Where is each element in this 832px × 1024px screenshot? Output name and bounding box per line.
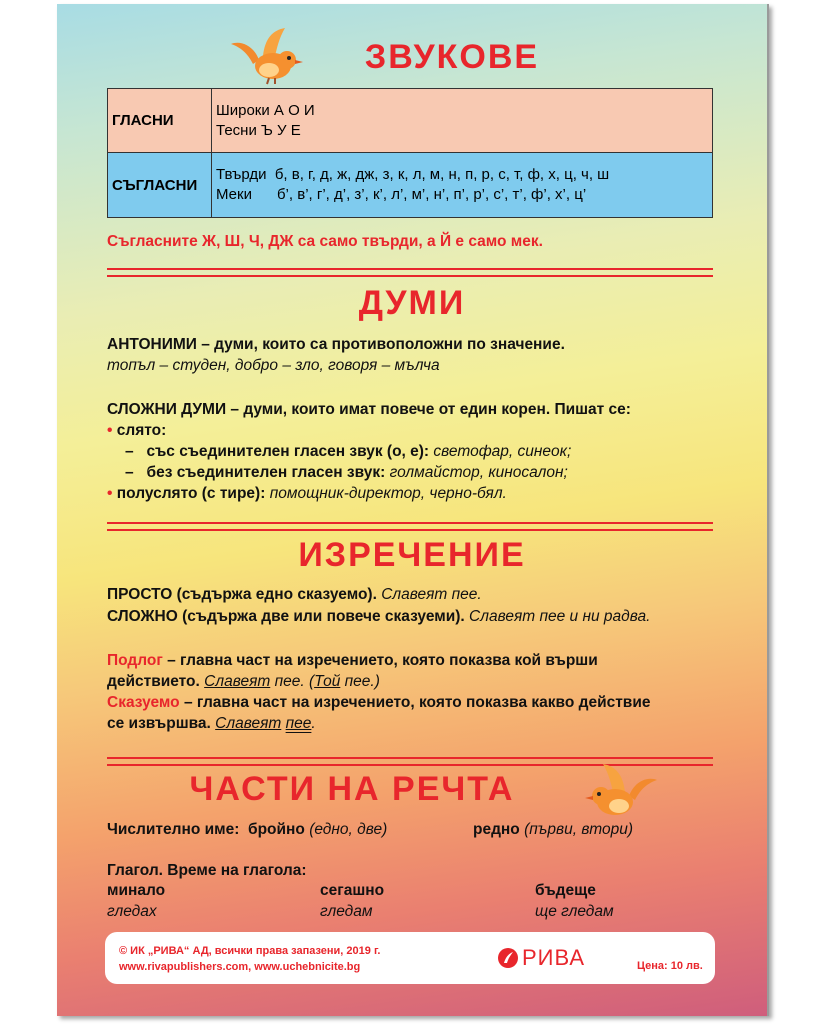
ordinal-example: (първи, втори)	[524, 821, 634, 838]
present-label: сегашно	[320, 882, 385, 899]
soft-label: Меки	[216, 186, 252, 203]
predicate-term: Сказуемо	[107, 694, 180, 711]
numeral-label: Числително име:	[107, 821, 240, 838]
predicate-example-subject: Славеят	[215, 715, 282, 732]
future-label: бъдеще	[535, 882, 596, 899]
past-example: гледах	[107, 903, 157, 920]
bird-icon	[579, 762, 659, 822]
consonants-cell	[212, 153, 713, 218]
cardinal-label: бройно	[248, 821, 305, 838]
publisher-logo	[497, 945, 585, 971]
ordinal-label: редно	[473, 821, 520, 838]
consonants-label: СЪГЛАСНИ	[108, 153, 212, 218]
sentence-title: ИЗРЕЧЕНИЕ	[298, 536, 526, 574]
logo-text: РИВА	[522, 945, 586, 970]
subject-example-end: пее.)	[340, 673, 380, 690]
footer	[105, 932, 715, 984]
subject-example-word: Славеят	[204, 673, 271, 690]
subject-example-rest: пее. (	[270, 673, 315, 690]
subject-text-2: действието.	[107, 673, 205, 690]
words-title: ДУМИ	[358, 284, 466, 322]
predicate-text: – главна част на изречението, която показва какво действие	[179, 694, 651, 711]
bullet: •	[107, 485, 113, 502]
predicate-text-2: се извършва.	[107, 715, 216, 732]
with-vowel-item	[125, 441, 571, 462]
predicate-example-end: .	[311, 715, 316, 732]
predicate-example	[107, 713, 316, 734]
past-label: минало	[107, 882, 166, 899]
copyright: © ИК „РИВА“ АД, всички права запазени, 2019 г.	[119, 945, 381, 957]
without-vowel-label: без съединителен гласен звук:	[146, 464, 386, 481]
subject-term: Подлог	[107, 652, 163, 669]
websites: www.rivapublishers.com, www.uchebnicite.bg	[119, 961, 361, 973]
predicate-example-verb: пее	[285, 715, 312, 732]
joined-label: слято:	[116, 422, 167, 439]
hard-label: Твърди	[216, 166, 267, 183]
soft-consonants: б’, в’, г’, д’, з’, к’, л’, м’, н’, п’, р’, с’, т’, ф’, х’, ц’	[276, 186, 587, 203]
sounds-table	[107, 88, 713, 218]
sounds-note: Съгласните Ж, Ш, Ч, ДЖ са само твърди, а Й е само мек.	[107, 233, 543, 250]
consonants-row	[108, 153, 713, 218]
simple-example: Славеят пее.	[381, 586, 482, 603]
ordinal-item	[473, 819, 633, 840]
verb-label: Глагол. Време на глагола:	[107, 862, 307, 879]
complex-example: Славеят пее и ни радва.	[469, 608, 651, 625]
with-vowel-label: със съединителен гласен звук (о, е):	[146, 443, 430, 460]
divider	[107, 268, 713, 277]
divider	[107, 522, 713, 531]
joined-item	[107, 420, 166, 441]
vowels-narrow: Тесни Ъ У Е	[216, 121, 301, 139]
without-vowel-example: голмайстор, киносалон;	[389, 464, 568, 481]
subject-definition	[107, 650, 598, 671]
present-example: гледам	[320, 903, 373, 920]
simple-sentence	[107, 584, 482, 605]
numeral-row	[107, 819, 387, 840]
hard-consonants: б, в, г, д, ж, дж, з, к, л, м, н, п, р, с, т, ф, х, ц, ч, ш	[274, 166, 610, 183]
riva-logo-icon	[497, 947, 519, 969]
antonyms-definition: АНТОНИМИ – думи, които са противоположни по значение.	[107, 336, 565, 353]
sounds-title: ЗВУКОВЕ	[364, 38, 540, 76]
future-example: ще гледам	[535, 903, 614, 920]
dash: –	[125, 464, 134, 481]
vowels-row	[108, 89, 713, 153]
vowels-wide: Широки А О И	[216, 101, 315, 119]
hyphen-label: полуслято (с тире):	[116, 485, 266, 502]
predicate-definition	[107, 692, 650, 713]
vowels-cell	[212, 89, 713, 153]
compound-definition: СЛОЖНИ ДУМИ – думи, които имат повече от един корен. Пишат се:	[107, 401, 631, 418]
hyphen-item	[107, 483, 507, 504]
vowels-label: ГЛАСНИ	[108, 89, 212, 153]
poster	[57, 4, 769, 1016]
bullet: •	[107, 422, 113, 439]
cardinal-example: (едно, две)	[309, 821, 388, 838]
with-vowel-example: светофар, синеок;	[433, 443, 572, 460]
subject-text: – главна част на изречението, която показва кой върши	[162, 652, 598, 669]
simple-label: ПРОСТО (съдържа едно сказуемо).	[107, 586, 377, 603]
parts-title: ЧАСТИ НА РЕЧТА	[189, 770, 515, 808]
complex-label: СЛОЖНО (съдържа две или повече сказуеми).	[107, 608, 465, 625]
dash: –	[125, 443, 134, 460]
subject-example-word2: Той	[314, 673, 341, 690]
antonyms-example: топъл – студен, добро – зло, говоря – мълча	[107, 357, 440, 374]
price: Цена: 10 лв.	[637, 960, 703, 972]
without-vowel-item	[125, 462, 568, 483]
hyphen-example: помощник-директор, черно-бял.	[269, 485, 507, 502]
complex-sentence	[107, 606, 650, 627]
subject-example	[107, 671, 380, 692]
